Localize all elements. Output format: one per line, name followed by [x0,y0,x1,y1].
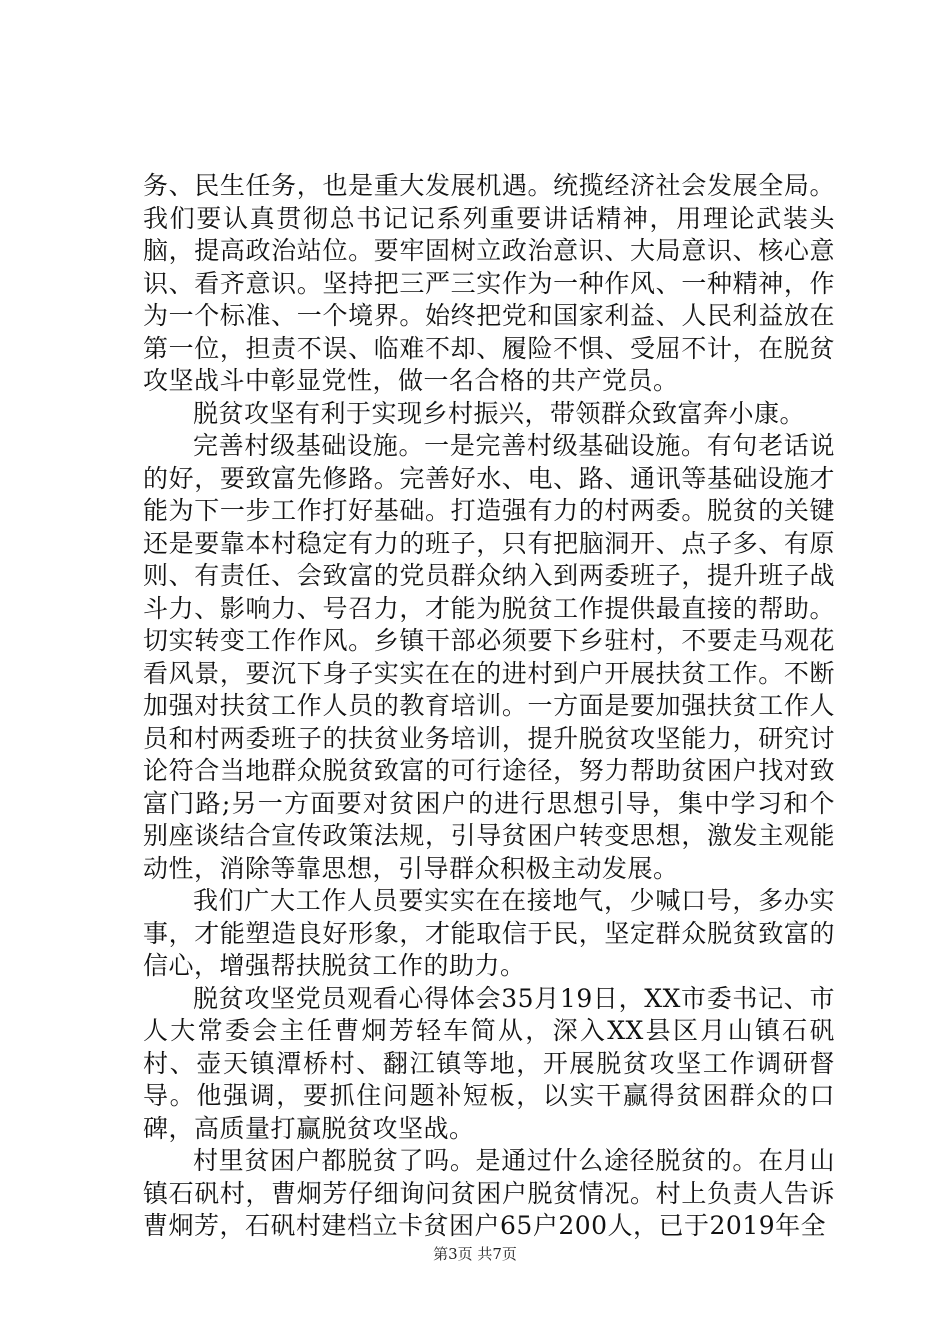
page-number-footer: 第3页 共7页 [433,1245,517,1263]
paragraph-1: 务、民生任务，也是重大发展机遇。统揽经济社会发展全局。我们要认真贯彻总书记记系列重要讲话精神，用理论武装头脑，提高政治站位。要牢固树立政治意识、大局意识、核心意识、看齐意识。坚持把三严三实作为一种作风、一种精神，作为一个标准、一个境界。始终把党和国家利益、人民利益放在第一位，担责不误、临难不却、履险不惧、受屈不计，在脱贫攻坚战斗中彰显党性，做一名合格的共产党员。 [143,171,835,395]
paragraph-5: 脱贫攻坚党员观看心得体会35月19日，XX市委书记、市人大常委会主任曹炯芳轻车简从，深入XX县区月山镇石矾村、壶天镇潭桥村、翻江镇等地，开展脱贫攻坚工作调研督导。他强调，要抓住问题补短板，以实干赢得贫困群众的口碑，高质量打赢脱贫攻坚战。 [143,983,835,1143]
document-body [143,170,835,1243]
paragraph-2: 脱贫攻坚有利于实现乡村振兴，带领群众致富奔小康。 [193,398,806,428]
paragraph-4: 我们广大工作人员要实实在在接地气，少喊口号，多办实事，才能塑造良好形象，才能取信于民，坚定群众脱贫致富的信心，增强帮扶脱贫工作的助力。 [143,886,835,980]
paragraph-6: 村里贫困户都脱贫了吗。是通过什么途径脱贫的。在月山镇石矾村，曹炯芳仔细询问贫困户脱贫情况。村上负责人告诉曹炯芳，石矾村建档立卡贫困户65户200人，已于2019年全 [143,1146,835,1240]
paragraph-3: 完善村级基础设施。一是完善村级基础设施。有句老话说的好，要致富先修路。完善好水、电、路、通讯等基础设施才能为下一步工作打好基础。打造强有力的村两委。脱贫的关键还是要靠本村稳定有力的班子，只有把脑洞开、点子多、有原则、有责任、会致富的党员群众纳入到两委班子，提升班子战斗力、影响力、号召力，才能为脱贫工作提供最直接的帮助。切实转变工作作风。乡镇干部必须要下乡驻村，不要走马观花看风景，要沉下身子实实在在的进村到户开展扶贫工作。不断加强对扶贫工作人员的教育培训。一方面是要加强扶贫工作人员和村两委班子的扶贫业务培训，提升脱贫攻坚能力，研究讨论符合当地群众脱贫致富的可行途径，努力帮助贫困户找对致富门路;另一方面要对贫困户的进行思想引导，集中学习和个别座谈结合宣传政策法规，引导贫困户转变思想，激发主观能动性，消除等靠思想，引导群众积极主动发展。 [143,431,835,883]
